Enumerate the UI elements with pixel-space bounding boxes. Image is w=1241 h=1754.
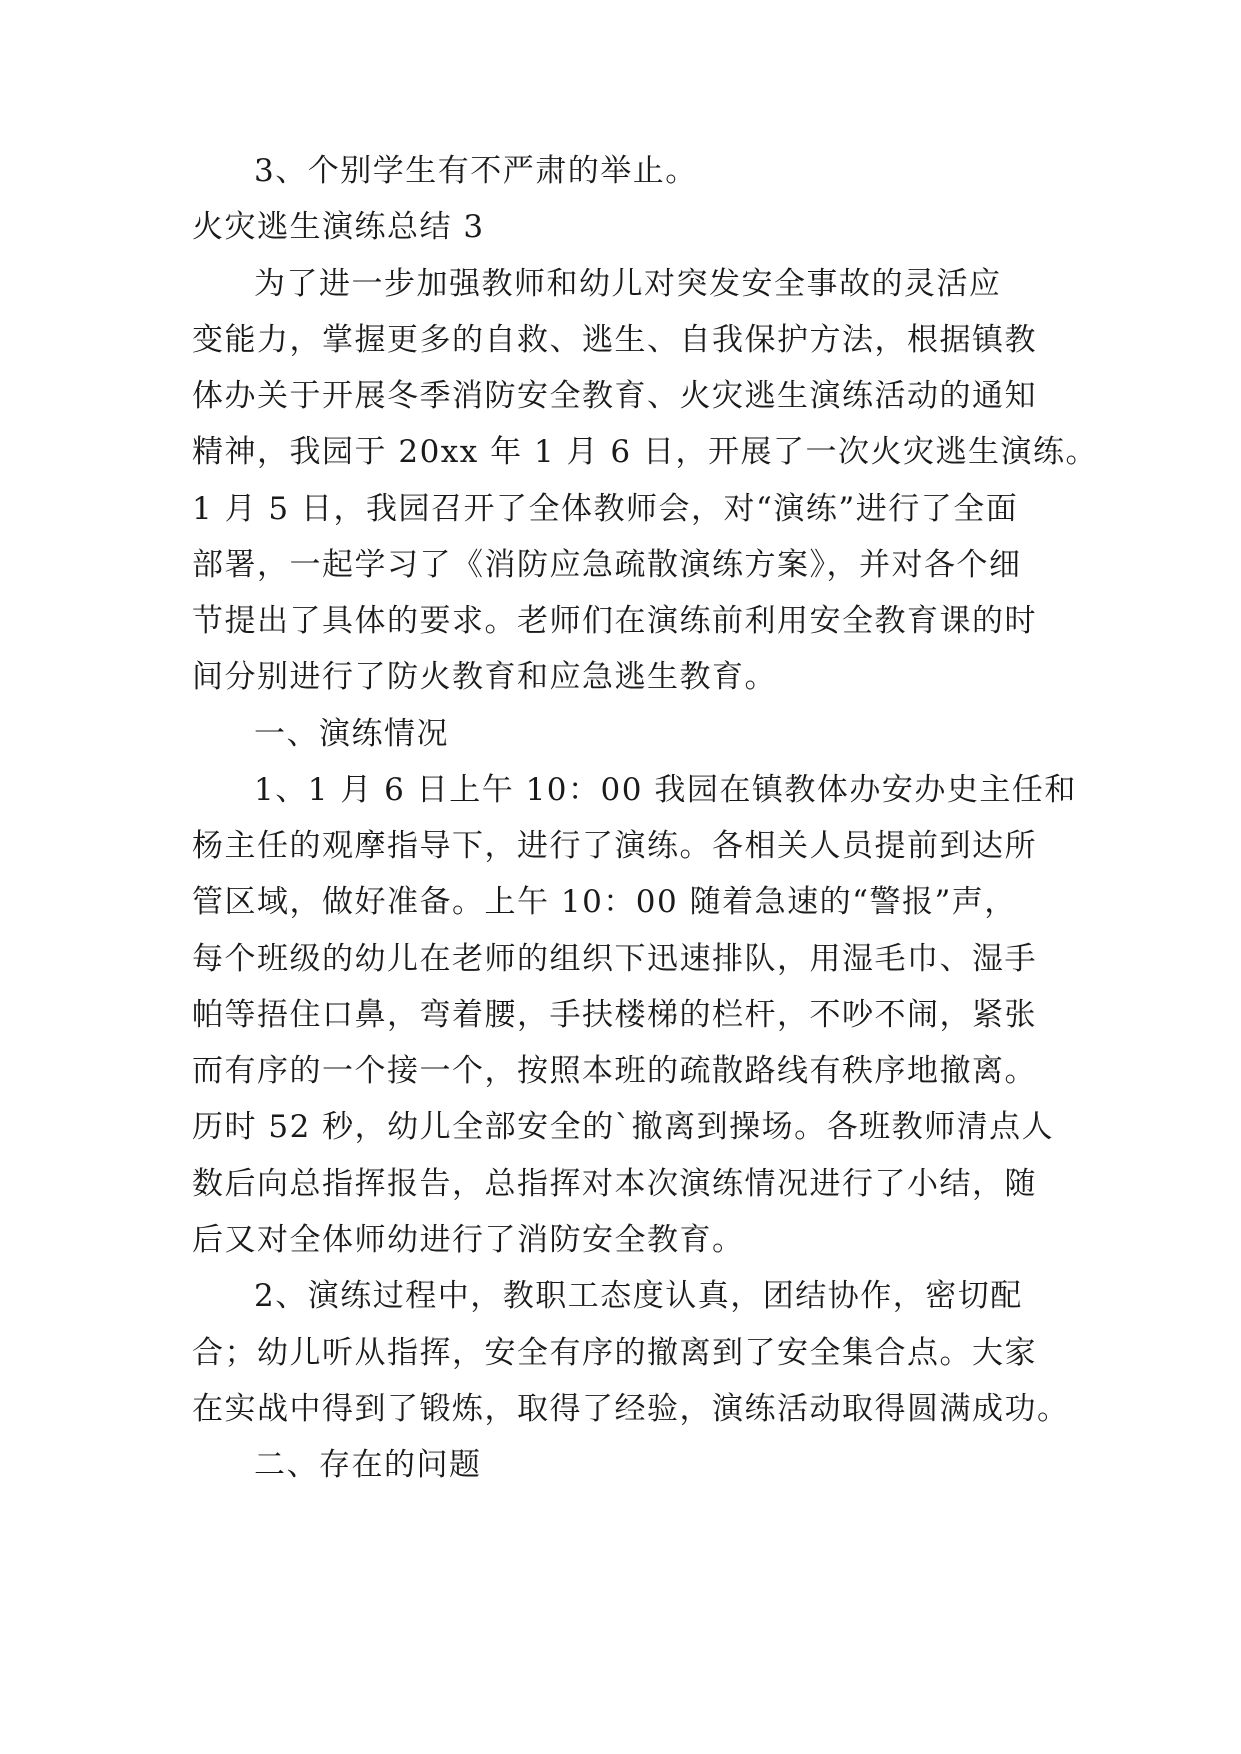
paragraph-line: 精神，我园于 20xx 年 1 月 6 日，开展了一次火灾逃生演练。	[192, 434, 1098, 470]
subsection-heading: 二、存在的问题	[254, 1447, 482, 1483]
section-heading: 火灾逃生演练总结 3	[192, 209, 485, 245]
paragraph-line: 历时 52 秒，幼儿全部安全的`撤离到操场。各班教师清点人	[192, 1109, 1055, 1145]
subsection-heading: 一、演练情况	[254, 716, 449, 752]
paragraph-line: 间分别进行了防火教育和应急逃生教育。	[192, 659, 777, 695]
paragraph-line: 后又对全体师幼进行了消防安全教育。	[192, 1222, 745, 1258]
paragraph-line: 杨主任的观摩指导下，进行了演练。各相关人员提前到达所	[192, 828, 1037, 864]
paragraph-line: 每个班级的幼儿在老师的组织下迅速排队，用湿毛巾、湿手	[192, 941, 1037, 977]
paragraph-line: 变能力，掌握更多的自救、逃生、自我保护方法，根据镇教	[192, 322, 1037, 358]
paragraph-line: 1、1 月 6 日上午 10：00 我园在镇教体办安办史主任和	[254, 772, 1077, 808]
paragraph-line: 体办关于开展冬季消防安全教育、火灾逃生演练活动的通知	[192, 378, 1037, 414]
paragraph-line: 节提出了具体的要求。老师们在演练前利用安全教育课的时	[192, 603, 1037, 639]
paragraph-line: 2、演练过程中，教职工态度认真，团结协作，密切配	[254, 1278, 1023, 1314]
paragraph-line: 帕等捂住口鼻，弯着腰，手扶楼梯的栏杆，不吵不闹，紧张	[192, 997, 1037, 1033]
paragraph-line: 在实战中得到了锻炼，取得了经验，演练活动取得圆满成功。	[192, 1391, 1070, 1427]
paragraph-line: 而有序的一个接一个，按照本班的疏散路线有秩序地撤离。	[192, 1053, 1037, 1089]
paragraph-line: 1 月 5 日，我园召开了全体教师会，对“演练”进行了全面	[192, 491, 1019, 527]
paragraph-line: 为了进一步加强教师和幼儿对突发安全事故的灵活应	[254, 266, 1002, 302]
paragraph-line: 数后向总指挥报告，总指挥对本次演练情况进行了小结，随	[192, 1166, 1037, 1202]
paragraph-line: 合；幼儿听从指挥，安全有序的撤离到了安全集合点。大家	[192, 1335, 1037, 1371]
paragraph-line: 部署，一起学习了《消防应急疏散演练方案》，并对各个细	[192, 547, 1022, 583]
list-item-3: 3、个别学生有不严肃的举止。	[254, 153, 698, 189]
paragraph-line: 管区域，做好准备。上午 10：00 随着急速的“警报”声，	[192, 884, 1017, 920]
